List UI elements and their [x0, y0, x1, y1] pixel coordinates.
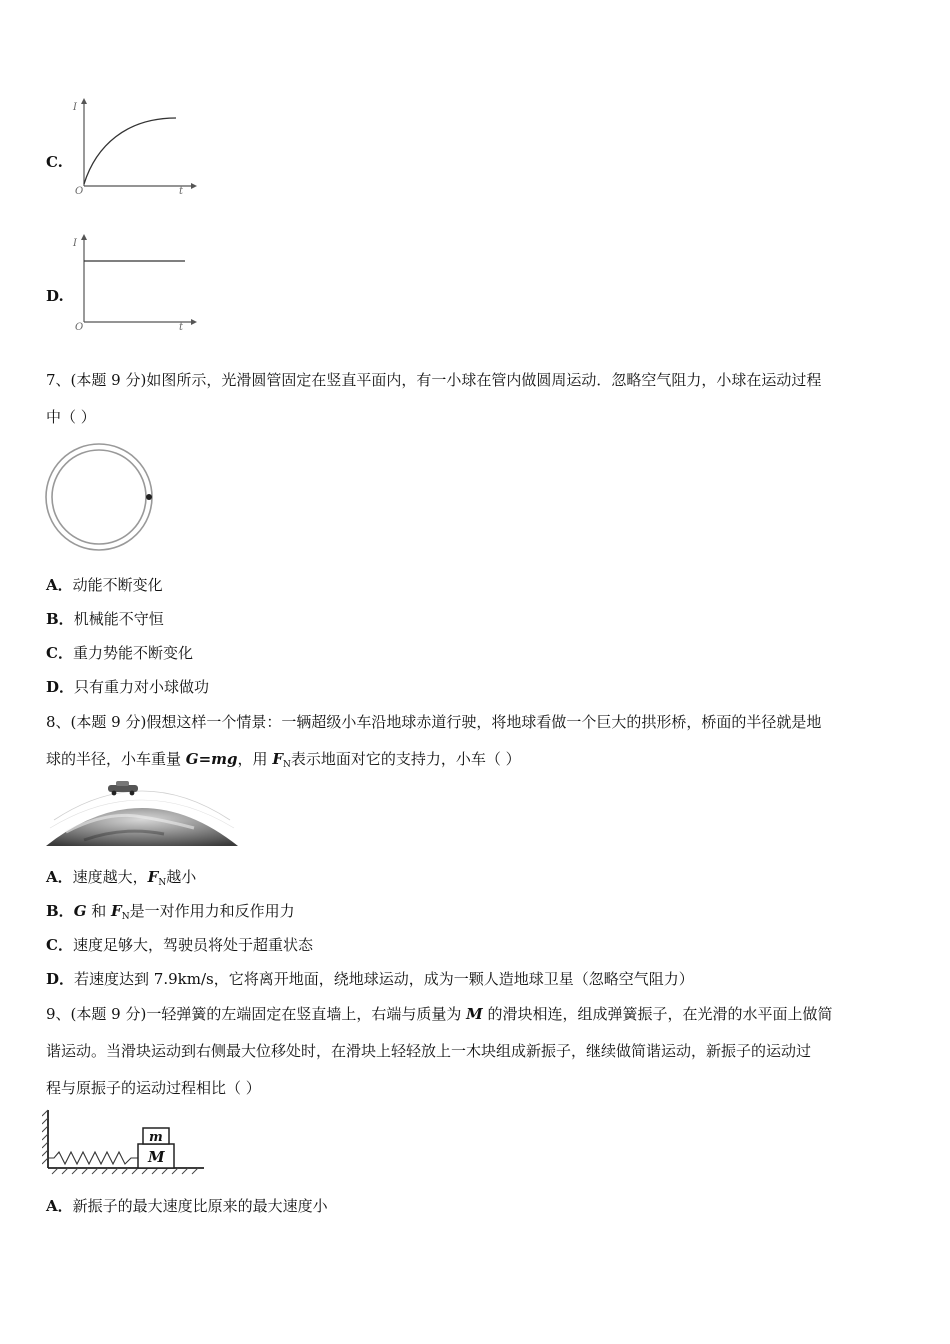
graph-c-y-label: I — [73, 102, 77, 113]
circular-tube-diagram — [44, 442, 156, 554]
block-bottom-label: M — [148, 1148, 165, 1166]
q7-option-a: A．动能不断变化 — [46, 576, 163, 594]
q9-line2: 谐运动。当滑块运动到右侧最大位移处时，在滑块上轻轻放上一木块组成新振子，继续做简谐运动，新振子的运动过 — [46, 1042, 812, 1060]
q7-number: 7、 — [46, 371, 71, 389]
q8-line1: 8、(本题 9 分)假想这样一个情景：一辆超级小车沿地球赤道行驶，将地球看做一个巨大的拱形桥，桥面的半径就是地 — [46, 713, 822, 731]
q7-option-d: D．只有重力对小球做功 — [46, 678, 210, 696]
option-c-label: C. — [46, 153, 63, 171]
q7-option-b: B．机械能不守恒 — [46, 610, 164, 628]
graph-c-rising-curve — [66, 96, 201, 196]
q9-line1: 9、(本题 9 分)一轻弹簧的左端固定在竖直墙上，右端与质量为 M 的滑块相连，组成弹簧振子，在光滑的水平面上做简 — [46, 1005, 833, 1023]
q8-option-a: A．速度越大，$F_N$越小 — [46, 868, 197, 888]
q7-text-line1: (本题 9 分)如图所示，光滑圆管固定在竖直平面内，有一小球在管内做圆周运动．忽略空气阻力，小球在运动过程 — [70, 371, 822, 389]
graph-d-origin: O — [75, 322, 84, 332]
graph-d-y-label: I — [73, 238, 77, 249]
option-d-label: D. — [46, 287, 64, 305]
q9-number: 9、 — [46, 1005, 71, 1023]
graph-d-x-label: t — [179, 322, 184, 332]
spring-oscillator-diagram — [42, 1106, 208, 1178]
q9-line3: 程与原振子的运动过程相比（ ） — [46, 1079, 261, 1097]
car-icon — [108, 781, 138, 795]
earth-arch-bridge-image — [44, 776, 240, 850]
q7-line1 — [46, 370, 821, 390]
block-top-label: m — [149, 1130, 163, 1145]
q8-option-d: D．若速度达到 7.9km/s，它将离开地面，绕地球运动，成为一颗人造地球卫星（忽略空气阻力） — [46, 970, 694, 988]
ball-icon — [146, 494, 152, 500]
q8-option-c: C．速度足够大，驾驶员将处于超重状态 — [46, 936, 313, 954]
graph-d-constant-line — [66, 232, 201, 332]
graph-c-origin: O — [75, 186, 84, 196]
q9-option-a: A．新振子的最大速度比原来的最大速度小 — [46, 1197, 328, 1215]
q8-option-b: B．G 和 $F_N$是一对作用力和反作用力 — [46, 902, 295, 922]
q7-option-c: C．重力势能不断变化 — [46, 644, 193, 662]
q7-text-line2: 中（ ） — [46, 408, 96, 426]
q8-number: 8、 — [46, 713, 71, 731]
q8-line2: 球的半径，小车重量 G=mg，用 $F_N$表示地面对它的支持力，小车（ ） — [46, 750, 521, 770]
graph-c-x-label: t — [179, 186, 184, 196]
spring-icon — [48, 1152, 138, 1164]
